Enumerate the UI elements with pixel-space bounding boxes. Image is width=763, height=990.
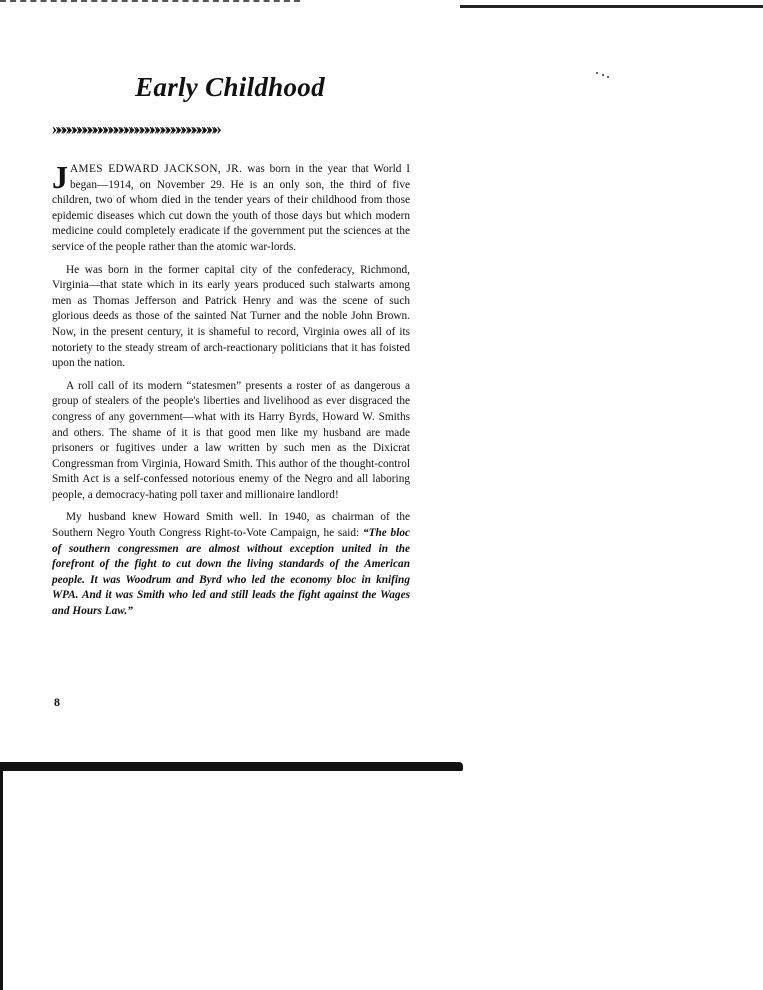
page-number: 8 bbox=[54, 695, 60, 709]
paragraph-3: A roll call of its modern “statesmen” presents a roster of as dangerous a group of stealers of the people's liberties and livelihood as ever disgraced the congress of any government—what with its Harry Byrds, Howard W. Smiths and others. The shame of it is that good men like my husband are made prisoners or fugitives under a law written by such men as the Dixicrat Congressman from Virginia, Howard Smith. This author of the thought-control Smith Act is a self-confessed notorious enemy of the Negro and all laboring people, a democracy-hating poll taxer and millionaire landlord! bbox=[52, 379, 410, 501]
paragraph-4-text: My husband knew Howard Smith well. In 1940, as chairman of the Southern Negro Youth Congress Right-to-Vote Campaign, he said: bbox=[52, 511, 410, 540]
paragraph-1-text: was born in the year that World I began—1914, on November 29. He is an only son, the third of five children, two of whom died in the tender years of their childhood from those epidemic diseases which cut down the youth of those days but which modern medicine could completely eradicate if the government put the sciences at the service of the people rather than the atomic war-lords. bbox=[52, 163, 410, 253]
scan-speck bbox=[596, 72, 610, 78]
paragraph-4-quote: “The bloc of southern congressmen are almost without exception united in the forefront of the fight to cut down the living standards of the American people. It was Woodrum and Byrd who led the economy bloc in knifing WPA. And it was Smith who led and still leads the fight against the Wages and Hours Law.” bbox=[52, 527, 410, 618]
scan-edge-top-left bbox=[0, 0, 300, 2]
paragraph-1 bbox=[52, 159, 410, 256]
ornamental-rule: »»»»»»»»»»»»»»»»»»»»»»»»»»»»»»»» bbox=[52, 119, 219, 138]
body-text bbox=[52, 159, 410, 627]
paragraph-2: He was born in the former capital city of the confederacy, Richmond, Virginia—that state which in its early years produced such stalwarts among men as Thomas Jefferson and Patrick Henry and was the scene of such glorious deeds as those of the sainted Nat Turner and the noble John Brown. Now, in the present century, it is shameful to record, Virginia owes all of its notoriety to the steady stream of arch-reactionary politicians that it has foisted upon the nation. bbox=[52, 263, 410, 370]
paragraph-4 bbox=[52, 510, 410, 619]
scan-edge-bottom bbox=[0, 762, 463, 771]
paragraph-1-lead: AMES EDWARD JACKSON, JR. bbox=[70, 163, 243, 175]
drop-cap: J bbox=[52, 159, 68, 195]
chapter-title: Early Childhood bbox=[135, 72, 325, 102]
scan-edge-left bbox=[0, 768, 3, 990]
scan-edge-top-right bbox=[460, 5, 763, 8]
